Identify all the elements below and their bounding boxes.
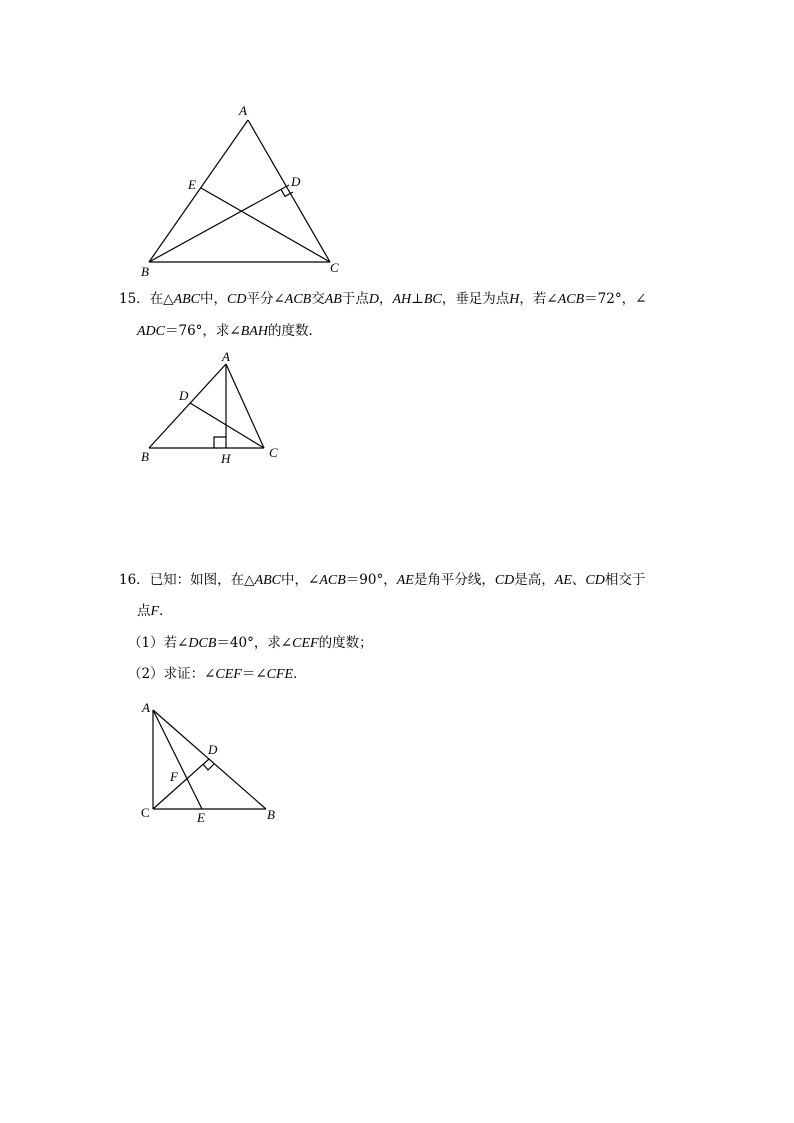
label-d: D bbox=[208, 742, 218, 757]
math-var: AB bbox=[324, 292, 342, 307]
text: ，垂足为点 bbox=[441, 291, 510, 307]
right-angle-mark-d bbox=[203, 764, 214, 770]
math-var: ABC bbox=[173, 292, 201, 307]
label-c: C bbox=[269, 445, 278, 460]
text: 中， bbox=[200, 291, 228, 307]
text: 点 bbox=[137, 603, 151, 619]
label-b: B bbox=[267, 807, 275, 822]
bisector-ae bbox=[153, 710, 202, 809]
text: 是角平分线， bbox=[413, 572, 495, 588]
math-var: DCB bbox=[188, 636, 217, 651]
label-b: B bbox=[141, 264, 149, 279]
text: 的度数； bbox=[318, 635, 373, 651]
math-var: D bbox=[368, 292, 379, 307]
text: ＝∠ bbox=[241, 666, 267, 682]
label-h: H bbox=[221, 451, 231, 466]
label-c: C bbox=[330, 260, 339, 275]
text: 的度数． bbox=[267, 323, 322, 339]
math-var: H bbox=[509, 292, 520, 307]
math-var: ACB bbox=[557, 292, 585, 307]
math-var: ACB bbox=[319, 573, 346, 588]
text: （1）若∠ bbox=[128, 635, 189, 651]
text: 交 bbox=[311, 291, 325, 307]
text: ＝72°，∠ bbox=[584, 291, 647, 307]
text: 已知：如图，在△ bbox=[149, 572, 255, 588]
math-var: CD bbox=[494, 573, 515, 588]
text: 平分∠ bbox=[246, 291, 285, 307]
label-e: E bbox=[188, 177, 196, 192]
math-var: CD bbox=[585, 573, 605, 588]
text: ． bbox=[293, 666, 307, 682]
text: ，若∠ bbox=[519, 291, 558, 307]
text: 在△ bbox=[149, 291, 174, 307]
problem-15-number: 15． bbox=[119, 291, 150, 307]
math-var: CEF bbox=[292, 636, 319, 651]
math-var: F bbox=[150, 604, 160, 619]
label-c: C bbox=[141, 805, 150, 820]
math-var: AH bbox=[392, 292, 412, 307]
label-d: D bbox=[291, 174, 301, 189]
math-var: BC bbox=[423, 292, 442, 307]
label-a: A bbox=[142, 700, 150, 715]
math-var: CEF bbox=[215, 667, 242, 682]
text: 、 bbox=[571, 572, 586, 588]
problem-16-number: 16． bbox=[119, 572, 150, 588]
math-var: AE bbox=[396, 573, 414, 588]
label-e: E bbox=[197, 810, 205, 825]
math-var: CD bbox=[227, 292, 247, 307]
math-var: ACB bbox=[284, 292, 312, 307]
text: ＝76°，求∠ bbox=[165, 323, 241, 339]
text: ＝40°，求∠ bbox=[216, 635, 293, 651]
text: ， bbox=[378, 291, 393, 307]
text: 是高， bbox=[514, 572, 555, 588]
label-f: F bbox=[170, 769, 178, 784]
text: 于点 bbox=[341, 291, 369, 307]
text: 中，∠ bbox=[281, 572, 320, 588]
text: ⊥ bbox=[411, 291, 424, 307]
label-d: D bbox=[179, 388, 189, 403]
text: ＝90°， bbox=[345, 572, 397, 588]
text: ． bbox=[159, 603, 173, 619]
text: （2）求证：∠ bbox=[128, 666, 216, 682]
math-var: AE bbox=[554, 573, 572, 588]
math-var: ADC bbox=[137, 324, 165, 339]
label-a: A bbox=[222, 349, 230, 364]
label-a: A bbox=[239, 103, 247, 118]
math-var: ABC bbox=[254, 573, 282, 588]
math-var: BAH bbox=[240, 324, 268, 339]
label-b: B bbox=[141, 449, 149, 464]
math-var: CFE bbox=[266, 667, 294, 682]
text: 相交于 bbox=[604, 572, 646, 588]
